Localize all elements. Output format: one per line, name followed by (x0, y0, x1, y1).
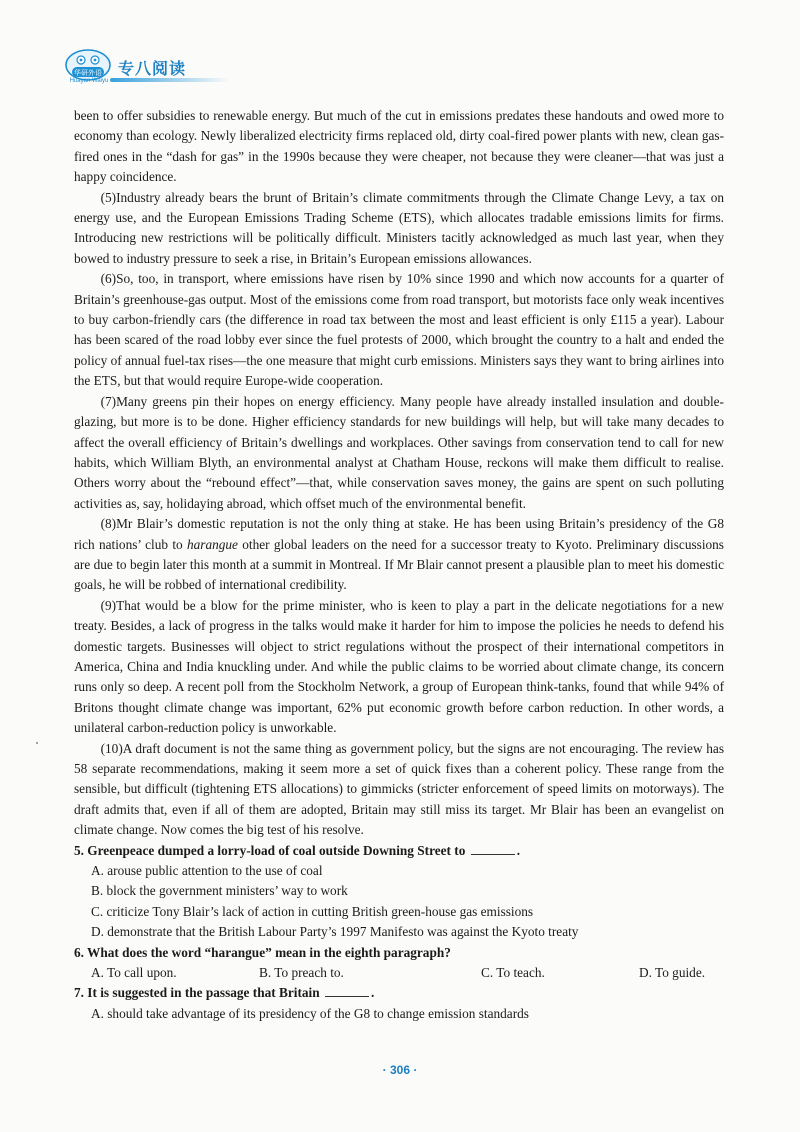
question-5 (74, 841, 724, 861)
paragraph-7: (7)Many greens pin their hopes on energy efficiency. Many people have already installed insulation and double-glazing, but more is to be done. Higher efficiency standards for new buildings will help, but will take many decades to affect the overall efficiency of Britain’s dwellings and workplaces. Other savings from conservation tend to call for new habits, which William Blyth, an environmental analyst at Chatham House, reckons will make them difficult to realise. Others worry about the “rebound effect”—that, while conservation saves money, the gains are spent on such polluting activities as, say, holidaying abroad, which offset much of the environmental benefit. (74, 393, 724, 511)
question-5-stem: 5. Greenpeace dumped a lorry-load of coal outside Downing Street to (74, 842, 466, 858)
page-number: · 306 · (382, 1063, 418, 1077)
paragraph-8 (74, 514, 724, 596)
option-5b: B. block the government ministers’ way to work (91, 883, 348, 899)
logo-icon (64, 48, 112, 82)
option-5c: C. criticize Tony Blair’s lack of action in cutting British green-house gas emissions (91, 903, 534, 919)
option-5d: D. demonstrate that the British Labour Party’s 1997 Manifesto was against the Kyoto treaty (91, 924, 579, 940)
question-7 (74, 983, 724, 1003)
question-7-stem: 7. It is suggested in the passage that Britain (74, 985, 320, 1001)
answer-blank (471, 853, 515, 855)
option-6d: D. To guide. (639, 965, 706, 981)
question-6: 6. What does the word “harangue” mean in the eighth paragraph? (74, 944, 451, 960)
paragraph-continued: been to offer subsidies to renewable energy. But much of the cut in emissions predates these handouts and owed more to economy than ecology. Newly liberalized electricity firms replaced old, dirty coal-fired power plants with new, clean gas-fired ones in the “dash for gas” in the 1990s because they were cheaper, not because they were cleaner—that was just a happy coincidence. (74, 108, 724, 185)
question-5-end: . (516, 842, 521, 858)
option-6a: A. To call upon. (91, 965, 177, 981)
paragraph-8-start: (8)Mr Blair’s domestic reputation is not the only thing at stake. He has been using Britain’s presidency of the G8 rich nations’ club to (74, 516, 724, 552)
paragraph-8-end: other global leaders on the need for a successor treaty to Kyoto. Preliminary discussions are due to begin later this month at a summit in Montreal. If Mr Blair cannot present a plausible plan to meet his domestic goals, he will be robbed of international credibility. (74, 536, 724, 593)
section-title: 专八阅读 (118, 61, 187, 78)
option-7a: A. should take advantage of its presidency of the G8 to change emission standards (91, 1005, 529, 1021)
answer-blank (325, 995, 369, 997)
paragraph-6: (6)So, too, in transport, where emissions have risen by 10% since 1990 and which now accounts for a quarter of Britain’s greenhouse-gas output. Most of the emissions come from road transport, but motorists face only weak incentives to buy carbon-friendly cars (the difference in road tax between the most and least efficient is only £115 a year). Labour has been scared of the road lobby ever since the fuel protests of 2000, which brought the country to a halt and ended the policy of annual fuel-tax rises—the one measure that might curb emissions. Ministers says they want to bring airlines into the ETS, but that would require Europe-wide cooperation. (74, 271, 724, 389)
paragraph-9: (9)That would be a blow for the prime minister, who is keen to play a part in the delicate negotiations for a new treaty. Besides, a lack of progress in the talks would make it harder for him to impose the policies he needs to defend his domestic targets. Businesses will object to strict regulations without the prospect of their international competitors in America, China and India knuckling under. And while the public claims to be worried about climate change, its concern runs only so deep. A recent poll from the Stockholm Network, a group of European think-tanks, found that while 94% of Britons thought climate change was important, 62% put economic growth before carbon reduction. In other words, a unilateral carbon-reduction policy is unworkable. (74, 597, 724, 736)
logo-subtext: Huayan Waiyu (69, 78, 109, 84)
option-6c: C. To teach. (481, 965, 545, 981)
scan-speck (36, 742, 38, 744)
reading-passage (74, 106, 724, 1024)
publisher-logo (64, 48, 112, 88)
option-6b: B. To preach to. (259, 965, 344, 981)
header-rule (110, 78, 230, 82)
question-6-options (74, 963, 724, 983)
logo-text: 华研外语 (74, 69, 102, 77)
paragraph-10: (10)A draft document is not the same thing as government policy, but the signs are not encouraging. The review has 58 separate recommendations, making it seem more a set of quick fixes than a coherent policy. These range from the sensible, but difficult (tightening ETS allocations) to gimmicks (stricter enforcement of speed limits on motorways). The draft admits that, even if all of them are adopted, Britain may still miss its target. Mr Blair has been an evangelist on climate change. Now comes the big test of his resolve. (74, 740, 724, 838)
paragraph-8-keyword: harangue (186, 536, 238, 552)
question-7-end: . (370, 985, 375, 1001)
paragraph-5: (5)Industry already bears the brunt of Britain’s climate commitments through the Climate Change Levy, a tax on energy use, and the European Emissions Trading Scheme (ETS), which allocates tradable emissions limits for firms. Introducing new restrictions will be politically difficult. Ministers tacitly acknowledged as much last year, when they bowed to industry pressure to seek a rise, in Britain’s European emissions allowances. (74, 189, 724, 266)
option-5a: A. arouse public attention to the use of coal (91, 863, 323, 879)
page-header (64, 48, 264, 96)
